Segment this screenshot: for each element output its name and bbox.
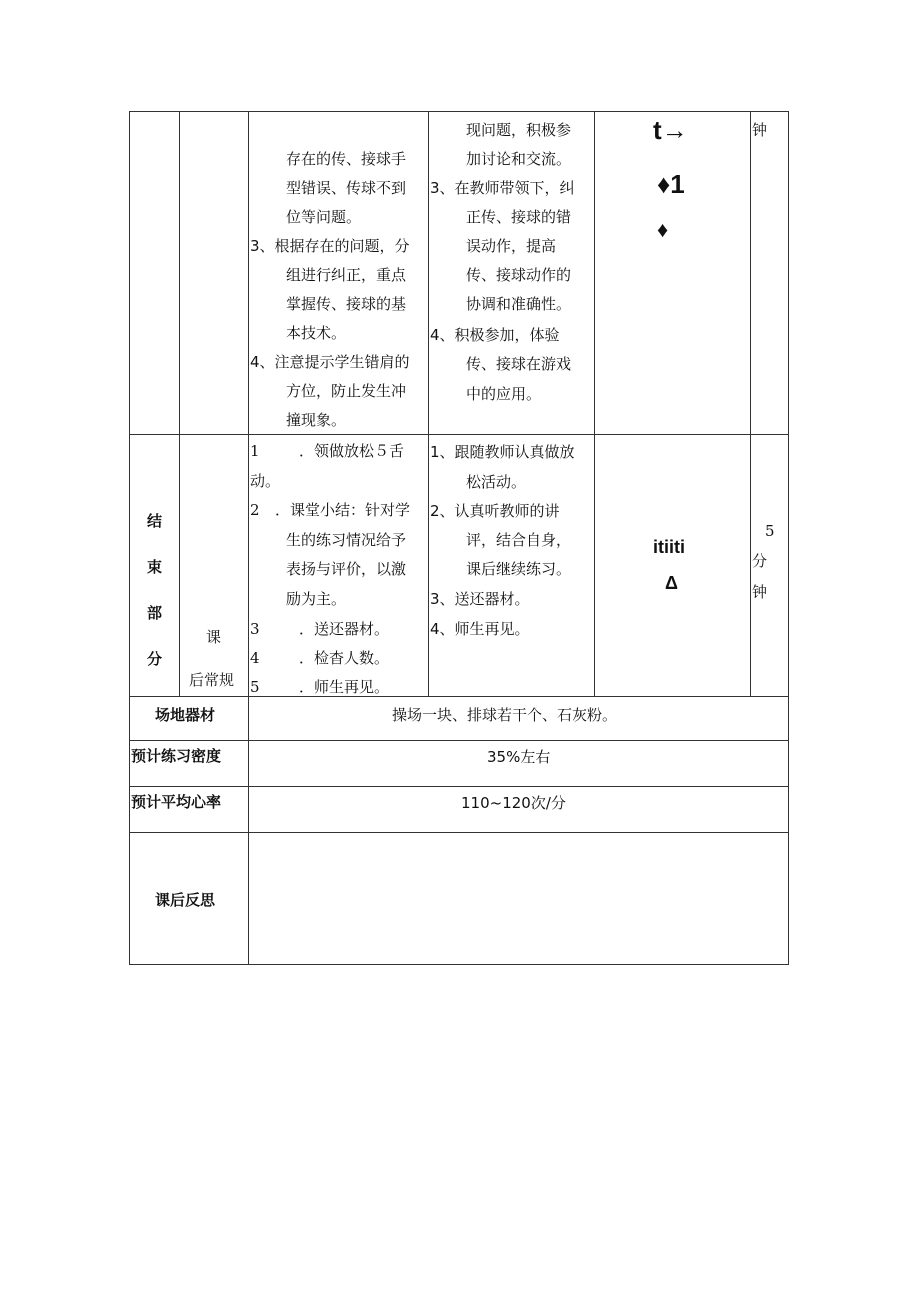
ending-method-line: ．课堂小结：针对学 bbox=[275, 501, 411, 519]
ending-method-number: 3 bbox=[250, 620, 260, 638]
top-method-line: 4、注意提示学生错肩的 bbox=[250, 353, 410, 371]
ending-student-line: 3、送还器材。 bbox=[430, 590, 530, 608]
ending-method-line: ．检杳人数。 bbox=[299, 649, 390, 667]
heart-rate-label: 预计平均心率 bbox=[131, 793, 222, 811]
ending-student-line: 评，结合自身， bbox=[466, 531, 572, 549]
top-method-line: 位等问题。 bbox=[286, 208, 362, 226]
density-value-cell bbox=[248, 740, 789, 787]
density-label-cell bbox=[129, 740, 249, 787]
heart-value-cell bbox=[248, 786, 789, 833]
top-method-line: 3、根据存在的问题，分 bbox=[250, 237, 410, 255]
top-student-line: 4、积极参加，体验 bbox=[430, 326, 560, 344]
equipment-label: 场地器材 bbox=[155, 706, 216, 724]
formation-arrow-symbol: t→ bbox=[653, 115, 688, 145]
ending-section-char: 结 bbox=[147, 512, 163, 530]
ending-time-line: 分 bbox=[752, 552, 768, 570]
ending-student-line: 课后继续练习。 bbox=[466, 560, 572, 578]
ending-content-line: 后常规 bbox=[189, 671, 235, 689]
equipment-value-cell bbox=[248, 696, 789, 741]
top-method-line: 撞现象。 bbox=[286, 411, 347, 429]
top-method-line: 掌握传、接球的基 bbox=[286, 295, 407, 313]
top-student-line: 现问题，积极参 bbox=[466, 121, 572, 139]
equipment-label-cell bbox=[129, 696, 249, 741]
top-section-cell bbox=[129, 111, 180, 435]
ending-time-line: 钟 bbox=[752, 583, 768, 601]
ending-section-char: 束 bbox=[147, 558, 163, 576]
ending-method-line: 生的练习情况给予 bbox=[286, 531, 407, 549]
ending-time-line: 5 bbox=[765, 522, 775, 540]
ending-method-number: 5 bbox=[250, 678, 260, 696]
top-student-line: 加讨论和交流。 bbox=[466, 150, 572, 168]
ending-student-line: 4、师生再见。 bbox=[430, 620, 530, 638]
ending-organization-cell bbox=[594, 434, 751, 697]
top-student-line: 中的应用。 bbox=[466, 385, 542, 403]
reflection-label: 课后反思 bbox=[155, 891, 216, 909]
ending-method-number: 2 bbox=[250, 501, 260, 519]
top-method-line: 型错误、传球不到 bbox=[286, 179, 407, 197]
formation-diamond-symbol: ♦ bbox=[657, 217, 669, 242]
ending-student-line: 1、跟随教师认真做放 bbox=[430, 443, 575, 461]
formation-rows-symbol: itiiti bbox=[653, 537, 685, 557]
top-time-cell bbox=[750, 111, 789, 435]
ending-student-line: 松活动。 bbox=[466, 473, 527, 491]
ending-section-char: 分 bbox=[147, 650, 163, 668]
top-student-cell bbox=[428, 111, 595, 435]
teacher-triangle-symbol: Δ bbox=[665, 573, 678, 593]
equipment-value: 操场一块、排球若干个、石灰粉。 bbox=[392, 706, 618, 724]
ending-content-line: 课 bbox=[206, 628, 222, 646]
top-method-line: 本技术。 bbox=[286, 324, 347, 342]
ending-method-line: ．领做放松５舌 bbox=[299, 442, 405, 460]
formation-diamond-one-symbol: ♦1 bbox=[657, 169, 685, 199]
ending-method-number: 1 bbox=[250, 442, 260, 460]
top-method-line: 组进行纠正，重点 bbox=[286, 266, 407, 284]
top-student-line: 正传、接球的错 bbox=[466, 208, 572, 226]
heart-rate-value: 110~120次/分 bbox=[461, 794, 566, 812]
top-student-line: 协调和准确性。 bbox=[466, 295, 572, 313]
ending-method-line: ．送还器材。 bbox=[299, 620, 390, 638]
density-value: 35%左右 bbox=[487, 748, 551, 766]
heart-label-cell bbox=[129, 786, 249, 833]
ending-section-cell bbox=[129, 434, 180, 697]
top-method-line: 存在的传、接球手 bbox=[286, 150, 407, 168]
reflection-value-cell bbox=[248, 832, 789, 965]
ending-time-cell bbox=[750, 434, 789, 697]
top-method-line: 方位，防止发生冲 bbox=[286, 382, 407, 400]
ending-method-line: 励为主。 bbox=[286, 590, 347, 608]
top-student-line: 传、接球在游戏 bbox=[466, 355, 572, 373]
top-time-text: 钟 bbox=[752, 121, 768, 139]
top-student-line: 3、在教师带领下，纠 bbox=[430, 179, 575, 197]
reflection-label-cell bbox=[129, 832, 249, 965]
ending-student-line: 2、认真听教师的讲 bbox=[430, 502, 560, 520]
ending-method-line: 表扬与评价，以激 bbox=[286, 560, 407, 578]
ending-method-line: ．师生再见。 bbox=[299, 678, 390, 696]
top-method-cell bbox=[248, 111, 429, 435]
ending-method-number: 4 bbox=[250, 649, 260, 667]
ending-content-cell bbox=[179, 434, 249, 697]
density-label: 预计练习密度 bbox=[131, 747, 222, 765]
ending-method-line: 动。 bbox=[250, 472, 281, 490]
ending-student-cell bbox=[428, 434, 595, 697]
ending-method-cell bbox=[248, 434, 429, 697]
ending-section-char: 部 bbox=[147, 604, 163, 622]
top-organization-cell bbox=[594, 111, 751, 435]
top-content-cell bbox=[179, 111, 249, 435]
top-student-line: 传、接球动作的 bbox=[466, 266, 572, 284]
top-student-line: 误动作，提高 bbox=[466, 237, 557, 255]
